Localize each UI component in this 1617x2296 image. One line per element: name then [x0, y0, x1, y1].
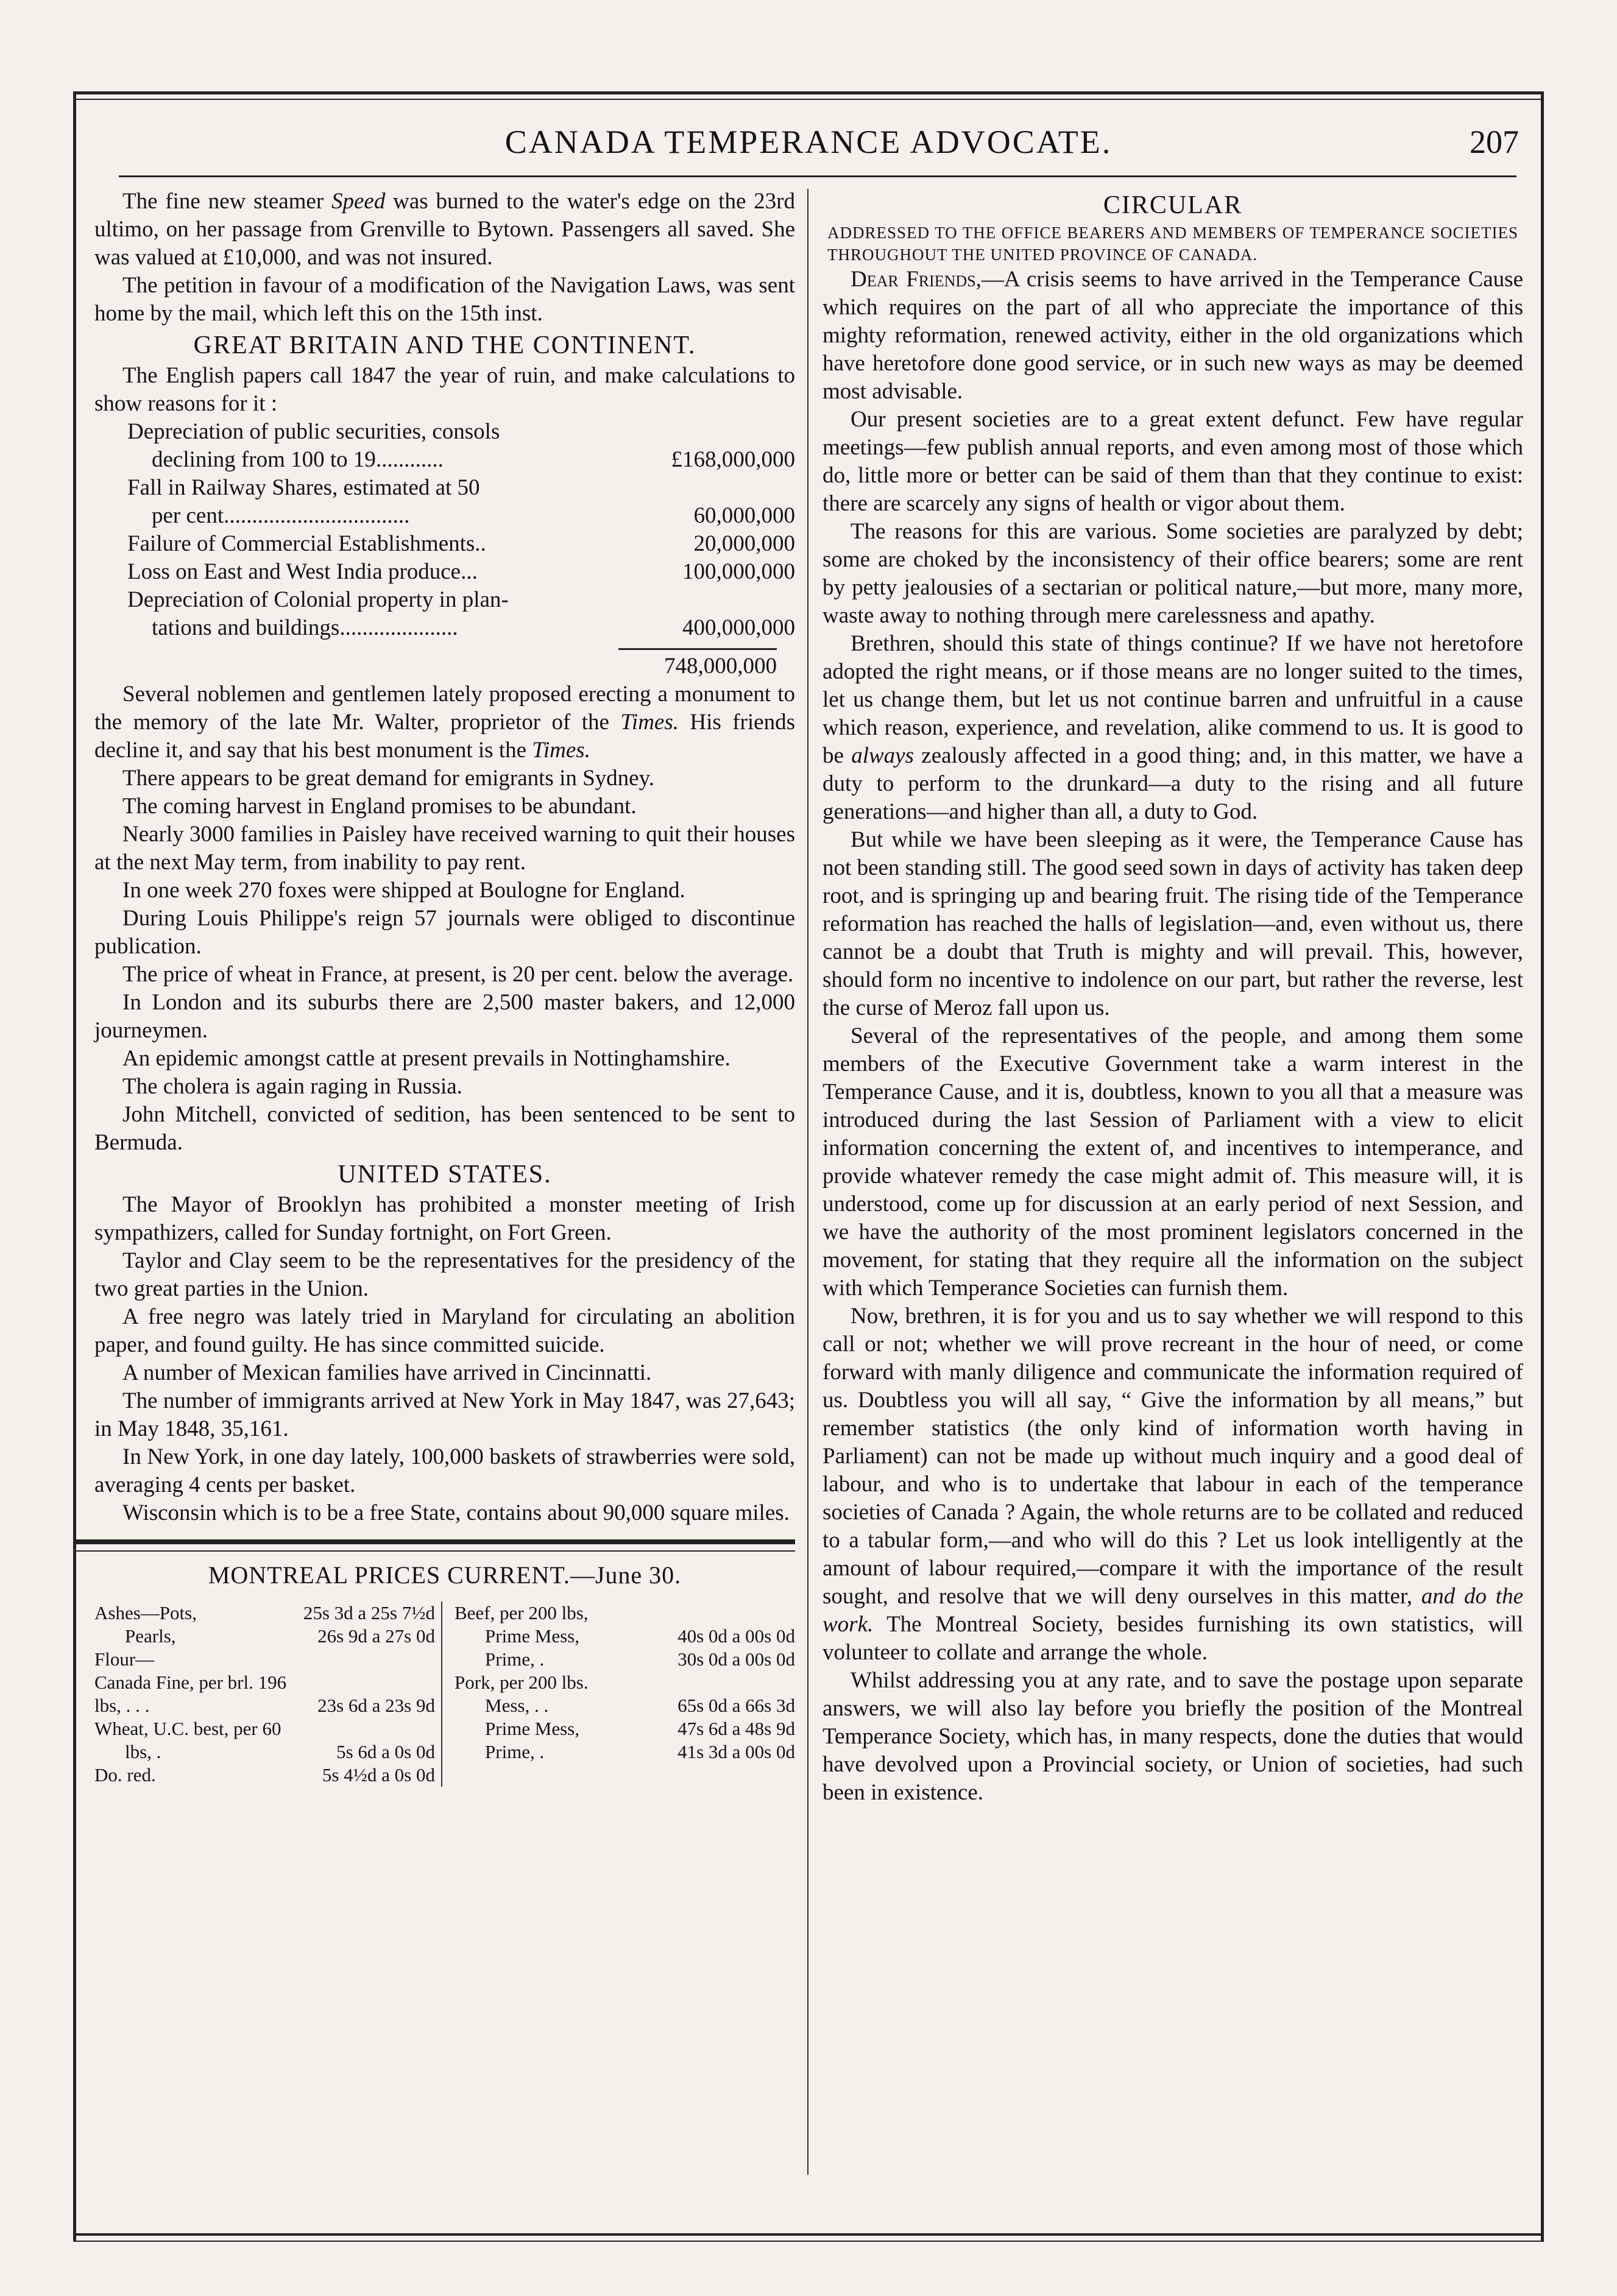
price-row [455, 1602, 795, 1625]
circular-paragraph [823, 1302, 1523, 1667]
price-label: Ashes—Pots, [94, 1602, 197, 1623]
price-value: 40s 0d a 00s 0d [678, 1625, 795, 1647]
price-row [455, 1740, 795, 1764]
price-value: 5s 4½d a 0s 0d [322, 1764, 435, 1786]
price-value: 26s 9d a 27s 0d [317, 1625, 435, 1647]
section-heading-great-britain: GREAT BRITAIN AND THE CONTINENT. [193, 331, 696, 359]
price-row [94, 1602, 435, 1625]
newspaper-page [73, 91, 1544, 2242]
figure-label [127, 586, 625, 642]
article-walter-monument [94, 680, 795, 765]
article-taylor-clay: Taylor and Clay seem to be the representatives for the presidency of the two great parties in the Union. [94, 1248, 795, 1301]
figure-amount: 20,000,000 [693, 531, 795, 556]
price-label: Flour— [94, 1648, 155, 1670]
figure-label: Loss on East and West India produce... [127, 559, 478, 584]
price-row [94, 1648, 435, 1671]
price-value: 65s 0d a 66s 3d [678, 1695, 795, 1716]
price-row [455, 1717, 795, 1740]
article-navigation-laws: The petition in favour of a modification of the Navigation Laws, was sent home by the mail, which left this on the 15th inst. [94, 273, 795, 326]
article-strawberries: In New York, in one day lately, 100,000 baskets of strawberries were sold, averaging 4 cents per basket. [94, 1444, 795, 1497]
page-number: 207 [1470, 124, 1519, 160]
ship-name: Speed [331, 189, 386, 214]
figure-value [625, 586, 795, 642]
price-value: 23s 6d a 23s 9d [317, 1695, 435, 1716]
bottom-rule-thin [76, 2241, 1541, 2242]
salutation: Dear Friends, [851, 267, 982, 292]
figure-row [94, 474, 795, 530]
price-label: Canada Fine, per brl. 196 [94, 1672, 287, 1693]
prices-right-column [442, 1602, 795, 1787]
price-row [94, 1717, 435, 1740]
text-run: Now, brethren, it is for you and us to say whether we will respond to this call or not; whether we will prove recreant in the hour of need, or come forward with manly diligence and communicate the information required of us. Doubtless you will all say, “ Give the information by all means,” but remember statistics (the only kind of information worth having in Parliament) can not be made up without much inquiry and a good deal of labour, and who is to undertake that labour in each of the temperance societies of Canada ? Again, the whole returns are to be collated and reduced to a tabular form,—and who will do this ? Let us look intelligently at the amount of labour required,—compare it with the importance of the result sought, and resolve that we will deny ourselves in this matter, [823, 1304, 1523, 1609]
article-foxes: In one week 270 foxes were shipped at Boulogne for England. [122, 878, 685, 903]
article-maryland: A free negro was lately tried in Maryland for circulating an abolition paper, and found guilty. He has since committed suicide. [94, 1304, 795, 1357]
article-brooklyn: The Mayor of Brooklyn has prohibited a monster meeting of Irish sympathizers, called for Sunday fortnight, on Fort Green. [94, 1192, 795, 1245]
circular-subtitle: ADDRESSED TO THE OFFICE BEARERS AND MEMBERS OF TEMPERANCE SOCIETIES THROUGHOUT THE UNITED PROVINCE OF CANADA. [827, 224, 1518, 264]
article-london-bakers: In London and its suburbs there are 2,500 master bakers, and 12,000 journeymen. [94, 990, 795, 1043]
top-rule [76, 91, 1541, 94]
figure-row [94, 418, 795, 474]
price-value: 30s 0d a 00s 0d [678, 1648, 795, 1670]
article-wisconsin: Wisconsin which is to be a free State, contains about 90,000 square miles. [122, 1500, 790, 1525]
page-header [76, 123, 1541, 190]
price-row [455, 1625, 795, 1648]
article-paisley: Nearly 3000 families in Paisley have received warning to quit their houses at the next May term, from inability to pay rent. [94, 822, 795, 875]
newspaper-name: Times. [620, 710, 679, 735]
newspaper-name: Times. [532, 738, 590, 763]
price-label: Pork, per 200 lbs. [455, 1672, 589, 1693]
text-run: zealously affected in a good thing; and, in this matter, we have a duty to perform to the drunkard—a duty to the rising and all future generations—and higher than all, a duty to God. [823, 743, 1523, 824]
figure-total: 748,000,000 [664, 654, 777, 679]
circular-title: CIRCULAR [1103, 191, 1243, 219]
price-label: Pearls, [125, 1625, 176, 1647]
price-row [94, 1740, 435, 1764]
figure-value [625, 418, 795, 474]
figure-label-line: declining from 100 to 19............ [152, 447, 444, 472]
circular-paragraph [823, 630, 1523, 826]
emphasis: always [851, 743, 914, 768]
top-rule-thin [76, 99, 1541, 100]
article-mexican-families: A number of Mexican families have arrived in Cincinnatti. [122, 1360, 652, 1385]
price-label: lbs, . [125, 1741, 161, 1762]
ruin-figures-table [94, 418, 795, 680]
circular-paragraph: But while we have been sleeping as it were, the Temperance Cause has not been standing still. The good seed sown in days of activity has taken deep root, and is springing up and bearing fruit. The rising tide of the Temperance reformation has reached the halls of legislation—and, even without us, there cannot be a doubt that Truth is mighty and will prevail. This, however, should form no incentive to indolence on our part, but rather the reverse, lest the curse of Meroz fall upon us. [823, 827, 1523, 1020]
circular-paragraph [823, 266, 1523, 406]
price-row [94, 1694, 435, 1717]
prices-left-column [94, 1602, 442, 1787]
price-label: Prime Mess, [485, 1625, 579, 1647]
text-run: was burned to the water's edge on the 23rd ultimo, on her passage from Grenville to Bytown. Passengers all saved. She was valued at £10,000, and was not insured. [94, 189, 795, 270]
article-journals: During Louis Philippe's reign 57 journals were obliged to discontinue publication. [94, 906, 795, 959]
figure-label: Failure of Commercial Establishments.. [127, 531, 486, 556]
price-label: Mess, . . [485, 1695, 549, 1716]
circular-paragraph: Several of the representatives of the people, and among them some members of the Executive Government take a warm interest in the Temperance Cause, and it is, doubtless, known to you all that a measure was introduced during the last Session of Parliament with a view to elicit information concerning the extent of, and incentives to intemperance, and provide whatever remedy the case might admit of. This measure will, it is understood, come up for discussion at an early period of next Session, and we have the authority of the most prominent legislators concerned in the movement, for stating that they require all the information on the subject with which Temperance Societies can furnish them. [823, 1023, 1523, 1301]
text-run: Several noblemen and gentlemen lately proposed erecting a monument to the memory of the late Mr. Walter, proprietor of the [94, 682, 795, 735]
circular-paragraph: The reasons for this are various. Some societies are paralyzed by debt; some are choked by the inconsistency of their office bearers; some are rent by petty jealousies of a sectarian or political nature,—but more, many more, waste away to nothing through mere carelessness and apathy. [823, 519, 1523, 628]
article-harvest: The coming harvest in England promises to be abundant. [122, 794, 637, 819]
text-run: His friends decline it, and say that his best monument is the [94, 710, 795, 763]
text-run: The Montreal Society, besides furnishing its own statistics, will volunteer to collate and arrange the whole. [823, 1612, 1523, 1665]
price-label: Prime, . [485, 1648, 545, 1670]
emphasis: and do the work. [823, 1584, 1523, 1637]
article-cattle-epidemic: An epidemic amongst cattle at present prevails in Nottinghamshire. [122, 1046, 731, 1071]
prices-rule-thick [76, 1539, 795, 1544]
prices-rule-thin [76, 1550, 795, 1552]
prices-title: MONTREAL PRICES CURRENT.—June 30. [208, 1561, 682, 1589]
figure-amount: 400,000,000 [682, 615, 795, 640]
price-label: Prime, . [485, 1741, 545, 1762]
price-label: Beef, per 200 lbs, [455, 1602, 589, 1623]
header-rule [119, 175, 1516, 177]
price-value: 47s 6d a 48s 9d [678, 1718, 795, 1739]
article-english-papers: The English papers call 1847 the year of ruin, and make calculations to show reasons for it : [94, 363, 795, 416]
text-run: —A crisis seems to have arrived in the Temperance Cause which requires on the part of all who appreciate the importance of this mighty reformation, renewed activity, either in the old organizations which have heretofore done good service, or in such new ways as may be deemed most advisable. [823, 267, 1523, 404]
figure-label-line: per cent................................. [152, 503, 410, 528]
article-wheat-france: The price of wheat in France, at present, is 20 per cent. below the average. [122, 962, 794, 987]
bottom-rule [76, 2233, 1541, 2236]
price-value: 41s 3d a 00s 0d [678, 1741, 795, 1762]
figure-amount: 60,000,000 [693, 503, 795, 528]
column-divider [807, 189, 808, 2175]
figure-row [94, 558, 795, 586]
circular-paragraph: Our present societies are to a great extent defunct. Few have regular meetings—few publish annual reports, and even among most of those which do, little more or better can be said of them than that they continue to exist: there are scarcely any signs of health or vigor about them. [823, 407, 1523, 516]
figure-label [127, 418, 625, 474]
figure-label-line: Depreciation of public securities, consols [127, 419, 500, 444]
figure-amount: 100,000,000 [682, 559, 795, 584]
figure-row [94, 586, 795, 642]
right-column [823, 188, 1523, 1807]
price-row [455, 1671, 795, 1694]
figure-amount: £168,000,000 [671, 447, 795, 472]
price-label: Prime Mess, [485, 1718, 579, 1739]
prices-table [94, 1602, 795, 1787]
left-column [94, 188, 795, 1787]
price-label: lbs, . . . [94, 1695, 150, 1716]
price-value: 25s 3d a 25s 7½d [303, 1602, 435, 1623]
figure-row [94, 530, 795, 558]
price-label: Do. red. [94, 1764, 156, 1786]
price-row [94, 1764, 435, 1787]
figure-value [625, 474, 795, 530]
figure-label-line: Fall in Railway Shares, estimated at 50 [127, 475, 480, 500]
sum-rule [618, 648, 777, 650]
circular-paragraph: Whilst addressing you at any rate, and to save the postage upon separate answers, we will also lay before you briefly the position of the Montreal Temperance Society, which has, in many respects, done the duties that would have devolved upon a Provincial society, or Union of societies, had such been in existence. [823, 1668, 1523, 1805]
price-row [94, 1625, 435, 1648]
price-label: Wheat, U.C. best, per 60 [94, 1718, 281, 1739]
price-row [455, 1694, 795, 1717]
masthead: CANADA TEMPERANCE ADVOCATE. [504, 124, 1113, 160]
text-run: Brethren, should this state of things continue? If we have not heretofore adopted the right means, or if those means are no longer suited to the times, let us change them, but let us not continue barren and unfruitful in a cause which reason, experience, and revelation, alike commend to us. It is good to be [823, 631, 1523, 768]
text-run: The fine new steamer [122, 189, 331, 214]
article-steamer-speed [94, 188, 795, 272]
article-john-mitchell: John Mitchell, convicted of sedition, has been sentenced to be sent to Bermuda. [94, 1102, 795, 1155]
article-sydney-emigrants: There appears to be great demand for emigrants in Sydney. [122, 766, 654, 791]
figure-label-line: tations and buildings..................... [152, 615, 458, 640]
section-heading-united-states: UNITED STATES. [338, 1160, 552, 1189]
article-cholera: The cholera is again raging in Russia. [122, 1074, 462, 1099]
price-row [94, 1671, 435, 1694]
price-value: 5s 6d a 0s 0d [336, 1741, 435, 1762]
figure-label [127, 474, 625, 530]
figure-label-line: Depreciation of Colonial property in plan- [127, 587, 509, 612]
price-row [455, 1648, 795, 1671]
article-immigrants: The number of immigrants arrived at New York in May 1847, was 27,643; in May 1848, 35,161. [94, 1388, 795, 1441]
